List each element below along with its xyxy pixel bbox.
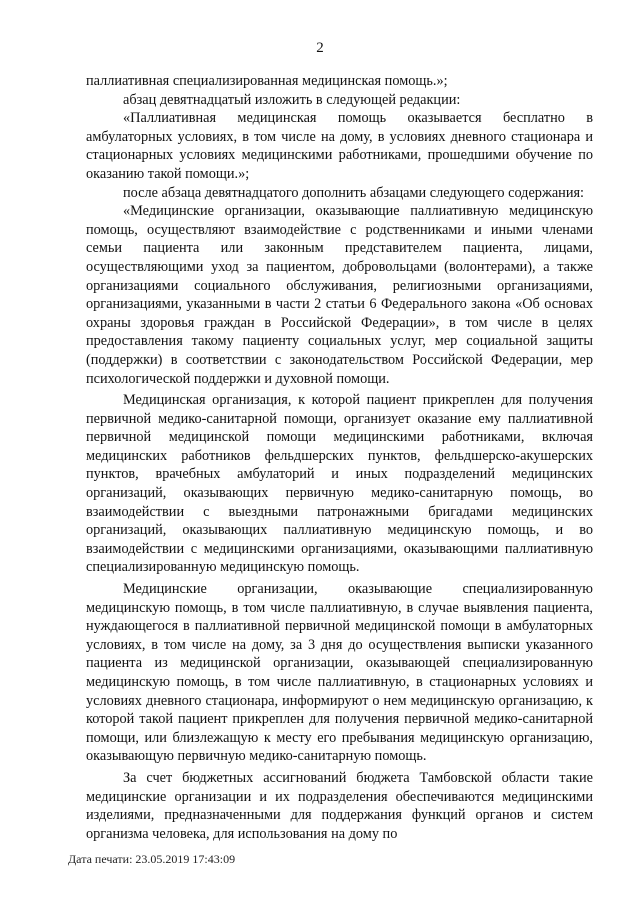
paragraph: паллиативная специализированная медицинская помощь.»;: [86, 73, 448, 89]
paragraph: За счет бюджетных ассигнований бюджета Тамбовской области такие медицинские организации и их подразделения обеспечиваются медицинскими изделиями, предназначенными для поддержания функций органов и систем организма человека, для использования на дому по: [86, 769, 593, 842]
paragraph: «Медицинские организации, оказывающие паллиативную медицинскую помощь, осуществляют взаимодействие с родственниками и иными членами семьи пациента или законным представителем пациента, лицами, осуществляющими уход за пациентом, добровольцами (волонтерами), а также организациями социального обслуживания, религиозными организациями, организациями, указанными в части 2 статьи 6 Федерального закона «Об основах охраны здоровья граждан в Российской Федерации», в том числе в целях предоставления такому пациенту социальных услуг, мер социальной защиты (поддержки) в соответствии с законодательством Российской Федерации, мер психологической поддержки и духовной помощи.: [86, 203, 593, 387]
paragraph: Медицинские организации, оказывающие специализированную медицинскую помощь, в том числе паллиативную, в случае выявления пациента, нуждающегося в паллиативной первичной медицинской помощи в амбулаторных условиях, в том числе на дому, за 3 дня до осуществления выписки указанного пациента из медицинской организации, оказывающей специализированную медицинскую помощь, в том числе паллиативную, в стационарных условиях и условиях дневного стационара, информируют о нем медицинскую организацию, к которой такой пациент прикреплен для получения первичной медико-санитарной помощи, или близлежащую к месту его пребывания медицинскую организацию, оказывающую первичную медико-санитарную помощь.: [86, 581, 593, 765]
document-body: [86, 72, 593, 843]
paragraph: после абзаца девятнадцатого дополнить абзацами следующего содержания:: [123, 184, 585, 201]
paragraph: «Паллиативная медицинская помощь оказывается бесплатно в амбулаторных условиях, в том числе на дому, в условиях дневного стационара и стационарных условиях медицинскими работниками, прошедшими обучение по оказанию такой помощи.»;: [86, 110, 593, 182]
paragraph: Медицинская организация, к которой пациент прикреплен для получения первичной медико-санитарной помощи, организует оказание ему паллиативной первичной медицинской помощи медицинскими работниками, включая медицинских работников фельдшерских пунктов, фельдшерско-акушерских пунктов, врачебных амбулаторий и иных подразделений медицинских организаций, оказывающих первичную медико-санитарную помощь, во взаимодействии с выездными патронажными бригадами медицинских организаций, оказывающих паллиативную медицинскую помощь, и во взаимодействии с медицинскими организациями, оказывающими паллиативную специализированную медицинскую помощь.: [86, 392, 593, 576]
print-date-footer: Дата печати: 23.05.2019 17:43:09: [68, 852, 236, 866]
paragraph: абзац девятнадцатый изложить в следующей редакции:: [123, 91, 461, 108]
page-number: 2: [316, 40, 324, 56]
